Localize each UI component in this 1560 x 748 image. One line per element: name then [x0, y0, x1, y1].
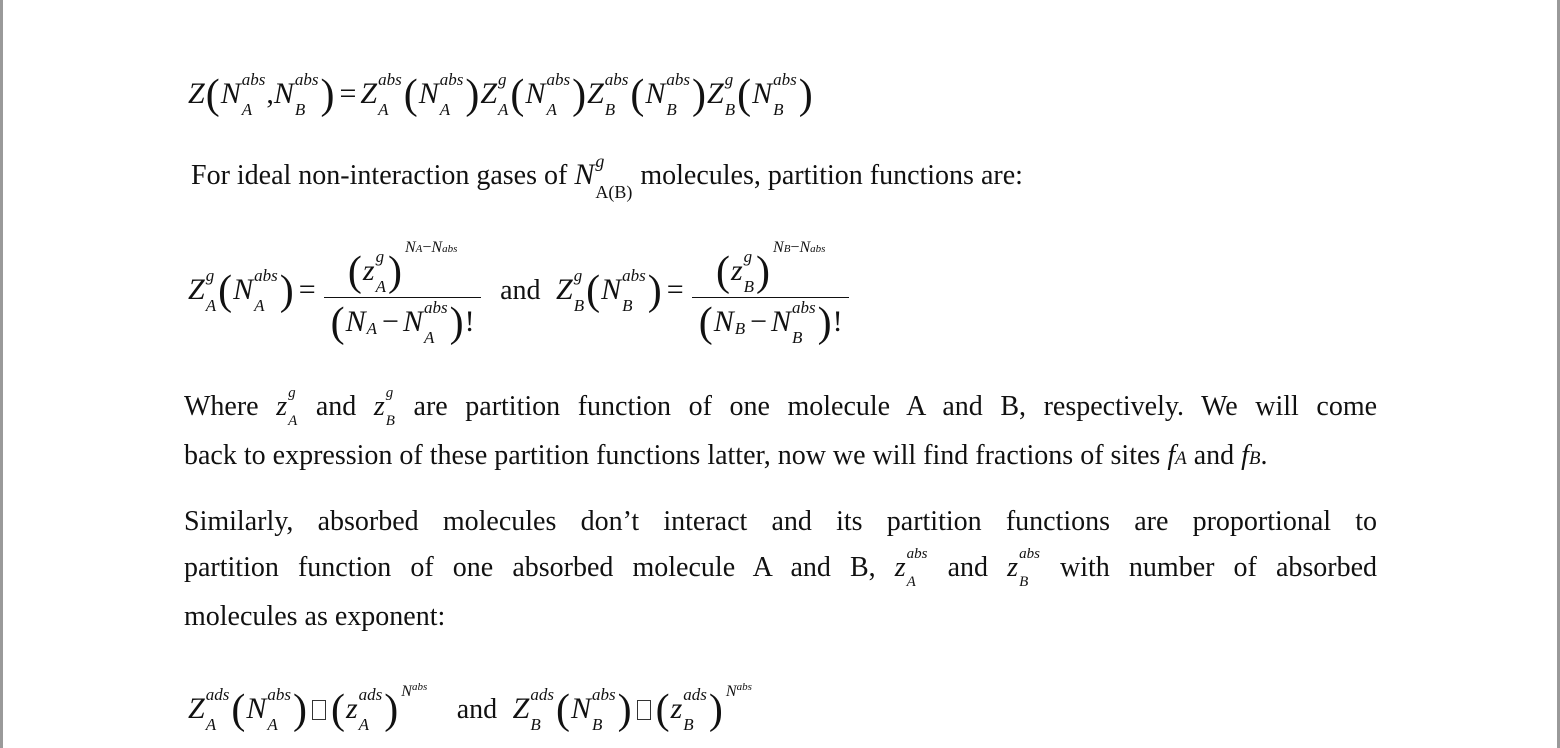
paragraph-similarly-line-3: molecules as exponent: [184, 601, 446, 632]
paragraph-similarly-line-2: partition function of one absorbed molecule A and B, z abs A and z abs B with number of absorbed [184, 545, 1378, 590]
fraction-A: (z g A )NA−Nabs (N A − N abs A )! [324, 240, 481, 344]
missing-glyph-box [637, 700, 651, 720]
equation-total-partition-function: Z(N abs A ,N abs B ) = Z abs A (N abs A )Z g A (N abs A )Z abs B (N abs B )Z g B (N abs B ) [188, 70, 813, 120]
paragraph-where-line-2: back to expression of these partition functions latter, now we will find fractions of sites fA and fB. [184, 440, 1268, 471]
equation-adsorbed-partition-functions: Z ads A (N abs A ) (z ads A ) $N^{abs}$ and Z ads B (N abs B ) (z ads B ) $N^{abs}$ [188, 681, 752, 735]
page-border-left [0, 0, 3, 748]
missing-glyph-box [312, 700, 326, 720]
fraction-B: (z g B )NB−Nabs (N B − N abs B )! [692, 240, 849, 344]
paragraph-where-line-1: Where z g A and z g B are partition function of one molecule A and B, respectively. We will come [184, 384, 1378, 429]
paragraph-similarly-line-1: Similarly, absorbed molecules don’t interact and its partition functions are proportional to [184, 506, 1377, 537]
paragraph-ideal-gases: For ideal non-interaction gases of N g A(B) molecules, partition functions are: [191, 150, 1023, 202]
equation-gas-partition-functions: Z g A (N abs A ) = (z g A )NA−Nabs (N A − N abs A )! and Z g B (N abs B ) = (z g B )NB−Nabs (N B − N abs B )! [188, 240, 853, 344]
